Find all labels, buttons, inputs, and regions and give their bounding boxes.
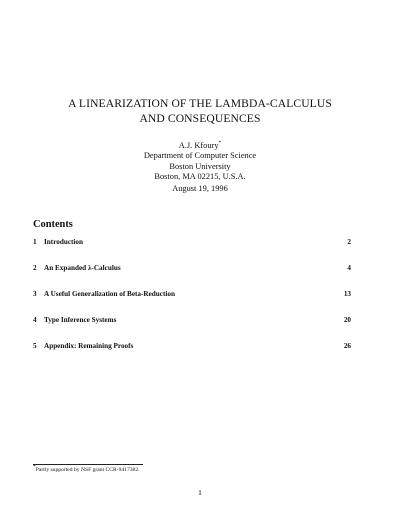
toc-entry-beta-reduction[interactable] bbox=[33, 290, 351, 316]
footnote-mark: * bbox=[33, 464, 36, 471]
toc-entry-appendix[interactable] bbox=[33, 342, 351, 368]
footnote-rule bbox=[33, 464, 143, 465]
author-university: Boston University bbox=[169, 161, 231, 171]
toc-entry-expanded-lambda-calculus[interactable] bbox=[33, 264, 351, 290]
page-number: 1 bbox=[198, 488, 202, 497]
toc-entry-number: 1 bbox=[33, 238, 37, 246]
title-line-2: AND CONSEQUENCES bbox=[139, 112, 261, 125]
table-of-contents bbox=[33, 238, 351, 368]
toc-entry-page: 4 bbox=[347, 264, 351, 272]
toc-entry-number: 2 bbox=[33, 264, 37, 272]
toc-entry-type-inference[interactable] bbox=[33, 316, 351, 342]
toc-entry-title: Introduction bbox=[44, 238, 84, 246]
toc-entry-page: 26 bbox=[343, 342, 351, 350]
paper-title bbox=[40, 96, 360, 126]
author-name: A.J. Kfoury bbox=[178, 141, 219, 150]
paper-date: August 19, 1996 bbox=[172, 184, 228, 193]
author-department: Department of Computer Science bbox=[143, 151, 257, 161]
toc-entry-introduction[interactable] bbox=[33, 238, 351, 264]
footnote-text: Partly supported by NSF grant CCR-9417382. bbox=[35, 467, 140, 473]
footnote bbox=[33, 464, 140, 473]
toc-entry-number: 3 bbox=[33, 290, 37, 298]
toc-entry-page: 20 bbox=[343, 316, 351, 324]
title-line-1: A LINEARIZATION OF THE LAMBDA-CALCULUS bbox=[68, 97, 332, 110]
author-address: Boston, MA 02215, U.S.A. bbox=[154, 172, 246, 182]
toc-entry-title: A Useful Generalization of Beta-Reduction bbox=[44, 290, 175, 298]
toc-entry-title: Type Inference Systems bbox=[44, 316, 117, 324]
toc-entry-title: Appendix: Remaining Proofs bbox=[44, 342, 134, 350]
toc-entry-number: 5 bbox=[33, 342, 37, 350]
author-name-line bbox=[60, 141, 340, 151]
author-block bbox=[60, 141, 340, 183]
author-footnote-mark: * bbox=[218, 140, 222, 147]
toc-entry-page: 13 bbox=[343, 290, 351, 298]
toc-entry-page: 2 bbox=[347, 238, 351, 246]
contents-heading: Contents bbox=[33, 219, 73, 230]
toc-entry-number: 4 bbox=[33, 316, 37, 324]
toc-entry-title: An Expanded λ-Calculus bbox=[44, 264, 121, 272]
